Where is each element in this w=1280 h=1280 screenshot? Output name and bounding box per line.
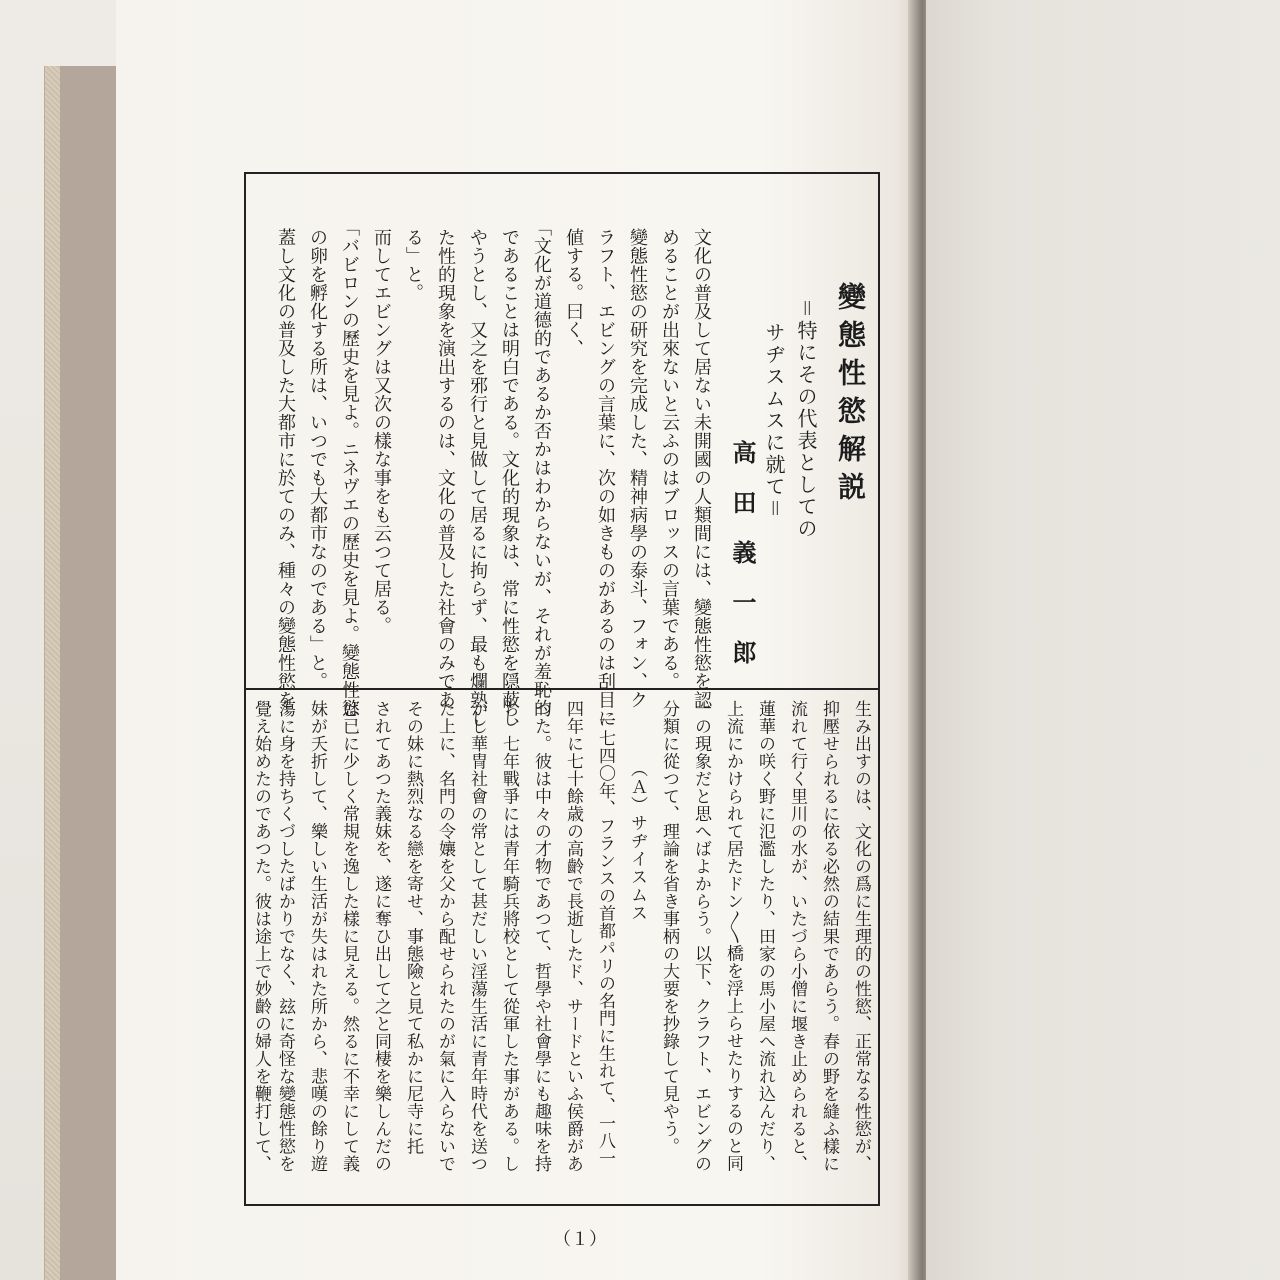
upper-column-2: めることが出來ないと云ふのはブロッスの言葉である。 <box>659 228 680 691</box>
upper-column-12: 「バビロンの歷史を見よ。ニネヴエの歷史を見よ。變態性慾 <box>339 218 360 718</box>
lower-column-7: 分類に從つて、理論を省き事柄の大要を抄錄して見やう。 <box>659 700 679 1155</box>
lower-column-9: 一七四〇年、フランスの首都パリの名門に生れて、一八一 <box>595 712 615 1167</box>
lower-column-15: その妹に熱烈なる戀を寄せ、事態險と見て私かに尼寺に托 <box>403 700 423 1155</box>
section-heading: （Ａ）サヂイスムス <box>627 760 647 922</box>
upper-column-8: やうとし、又之を邪行と見做して居るに拘らず、最も爛熟し <box>467 228 488 728</box>
article-title: 變態性慾解説 <box>834 282 867 510</box>
upper-column-14: 蓋し文化の普及した大都市に於てのみ、種々の變態性慾を <box>275 228 296 709</box>
upper-column-7: であることは明白である。文化的現象は、常に性慾を隠蔽し <box>499 228 520 728</box>
upper-column-5: 値する。曰く、 <box>563 228 584 358</box>
lower-column-11: つた。彼は中々の才物であつて、哲學や社會學にも趣味を持 <box>531 700 551 1173</box>
upper-column-9: た性的現象を演出するのは、文化の普及した社會のみであ <box>435 228 456 709</box>
lower-column-1: 生み出すのは、文化の爲に生理的の性慾、正常なる性慾が、 <box>851 700 871 1173</box>
lower-column-18: 妹が夭折して、樂しい生活が失はれた所から、悲嘆の餘り遊 <box>307 700 327 1173</box>
upper-column-6: 「文化が道德的であるか否かはわからないが、それが羞恥的 <box>531 218 552 718</box>
lower-column-16: されてあつた義妹を、遂に奪ひ出して之と同棲を樂しんだの <box>371 700 391 1173</box>
article-author: 高田義一郎 <box>728 440 757 690</box>
lower-column-5: 上流にかけられて居たドン〳〵橋を浮上らせたりするのと同 <box>723 700 743 1172</box>
article-subtitle-line-2: サヂスムスに就て＝ <box>762 322 786 520</box>
upper-column-1: 文化の普及して居ない未開國の人類間には、變態性慾を認 <box>691 228 712 709</box>
lower-column-12: ち、七年戰爭には青年騎兵將校として從軍した事がある。し <box>499 700 519 1173</box>
lower-column-14: た上に、名門の令孃を父から配せられたのが氣に入らないで <box>435 700 455 1173</box>
lower-column-4: 蓮華の咲く野に氾濫したり、田家の馬小屋へ流れ込んだり、 <box>755 700 775 1173</box>
lower-column-6: 一の現象だと思へばよからう。以下、クラフト、エビングの <box>691 700 711 1173</box>
lower-column-3: 流れて行く里川の水が、いたづら小僧に堰き止められると、 <box>787 700 807 1173</box>
article-subtitle-line-1: ＝特にその代表としての <box>794 298 818 540</box>
lower-column-19: 蕩に身を持ちくづしたばかりでなく、玆に奇怪な變態性慾を <box>275 700 295 1173</box>
upper-column-4: ラフト、エビングの言葉に、次の如きものがあるのは刮目に <box>595 228 616 728</box>
lower-column-17: は已に少しく常規を逸した樣に見える。然るに不幸にして義 <box>339 700 359 1173</box>
lower-column-2: 抑壓せられるに依る必然の結果であらう。春の野を縫ふ樣に <box>819 700 839 1173</box>
upper-column-11: 而してエビングは又次の樣な事をも云つて居る。 <box>371 228 392 635</box>
upper-column-10: る」と。 <box>403 228 424 302</box>
lower-column-20: 覺え始めたのであつた。彼は途上で妙齡の婦人を鞭打して、 <box>251 700 271 1173</box>
page-number: （１） <box>553 1229 607 1250</box>
lower-column-10: 四年に七十餘歳の高齡で長逝したド、サードといふ侯爵があ <box>563 700 583 1173</box>
upper-column-13: の卵を孵化する所は、いつでも大都市なのである」と。 <box>307 228 328 691</box>
right-page-blank <box>926 0 1280 1280</box>
upper-column-3: 變態性慾の研究を完成した、精神病學の泰斗、フォン、ク <box>627 228 648 709</box>
lower-column-13: かし華冑社會の常として甚だしい淫蕩生活に青年時代を送つ <box>467 700 487 1173</box>
